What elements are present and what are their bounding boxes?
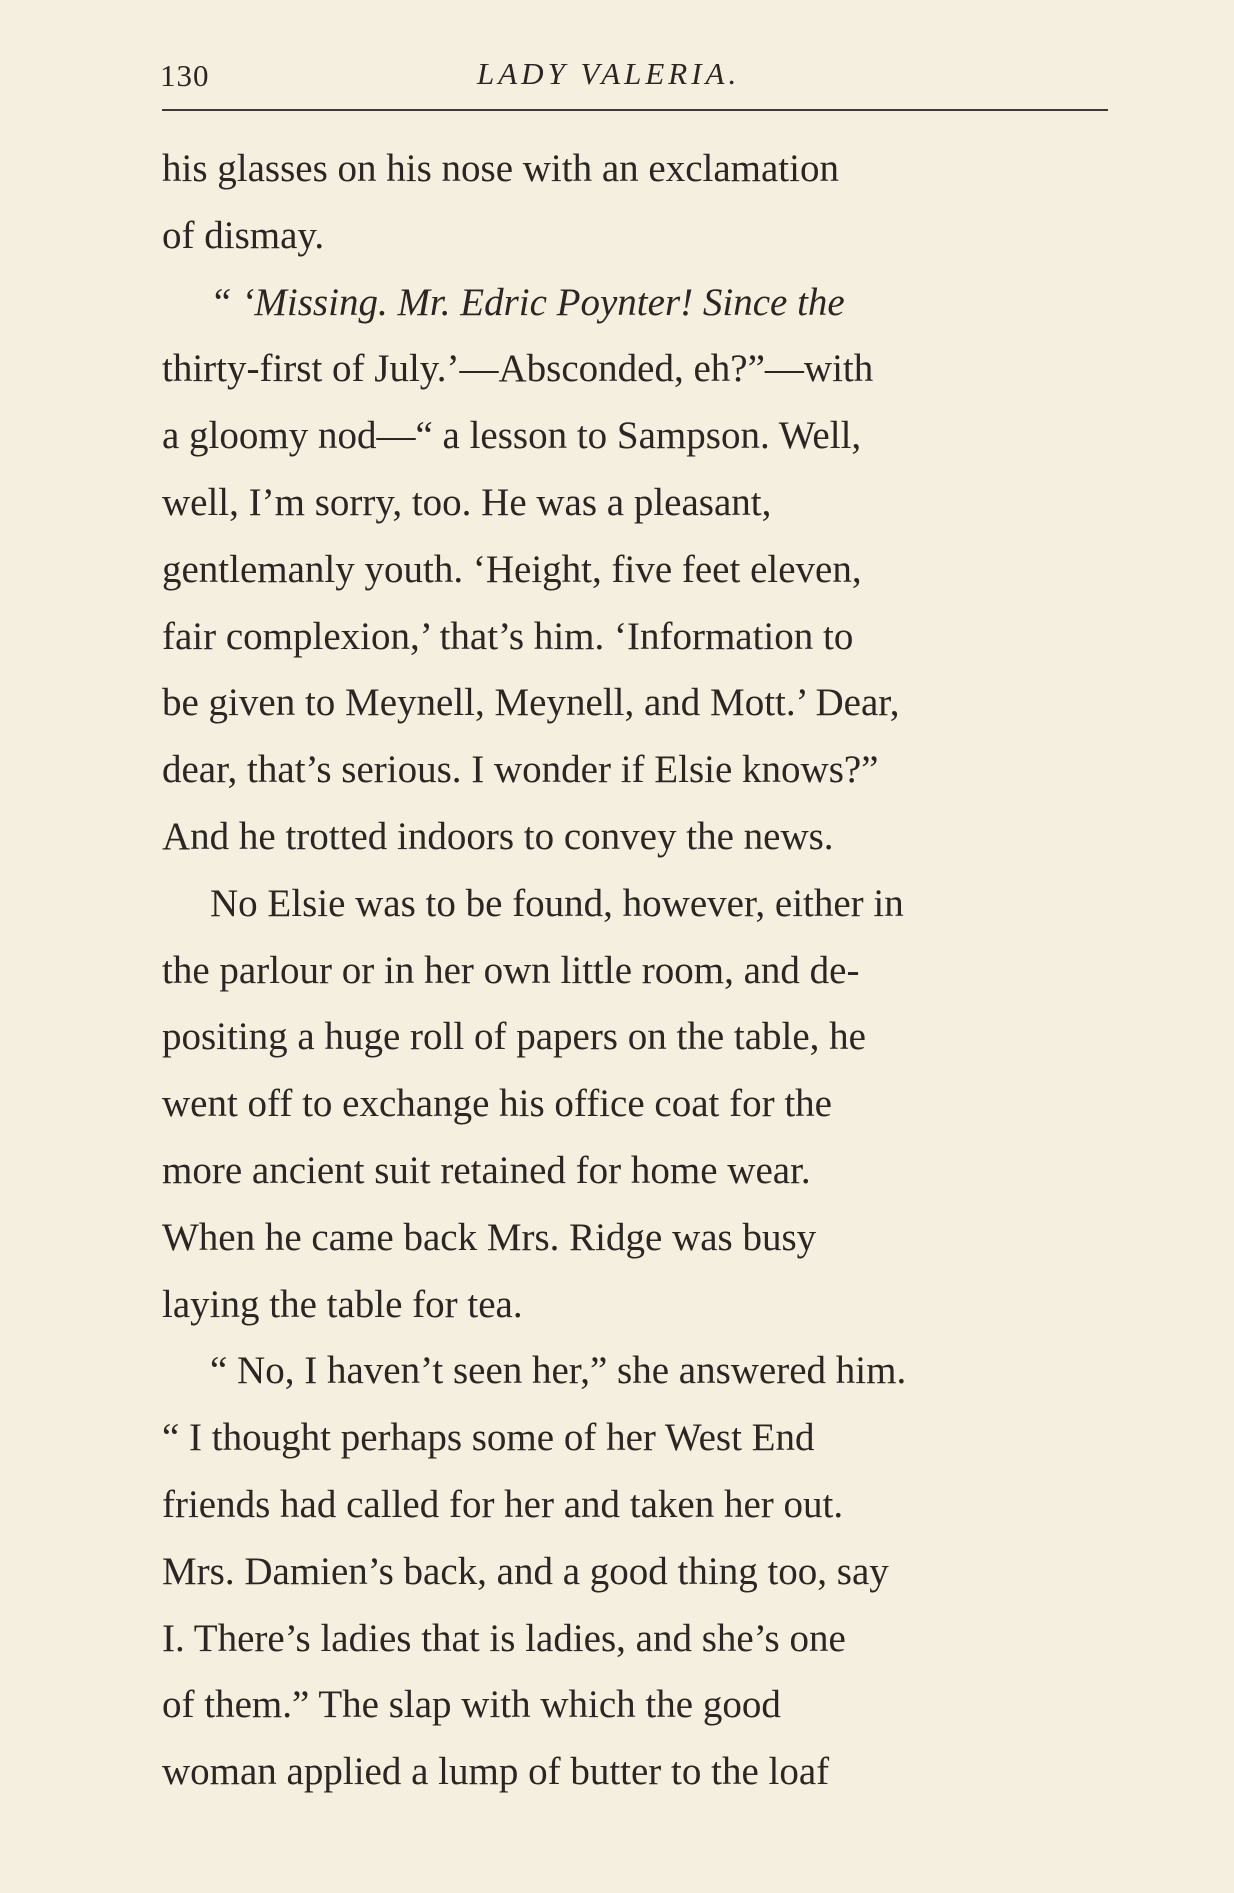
- text-line: thirty-first of July.’—Absconded, eh?”—with: [162, 347, 874, 391]
- text-line: Mrs. Damien’s back, and a good thing too, say: [162, 1549, 889, 1593]
- text-line: well, I’m sorry, too. He was a pleasant,: [162, 480, 772, 524]
- running-title: LADY VALERIA.: [477, 56, 741, 91]
- text-line: positing a huge roll of papers on the table, he: [162, 1015, 866, 1059]
- text-line: a gloomy nod—“ a lesson to Sampson. Well,: [162, 414, 862, 458]
- page-header: [160, 52, 1110, 102]
- text-line: And he trotted indoors to convey the news.: [162, 814, 834, 858]
- text-line: more ancient suit retained for home wear.: [162, 1148, 811, 1192]
- text-line: “ No, I haven’t seen her,” she answered him.: [210, 1349, 907, 1393]
- text-line: woman applied a lump of butter to the loaf: [162, 1750, 830, 1794]
- text-line: “ I thought perhaps some of her West End: [162, 1416, 815, 1460]
- text-line: dear, that’s serious. I wonder if Elsie knows?”: [162, 748, 879, 792]
- text-line: “ ‘Missing. Mr. Edric Poynter! Since the: [210, 280, 845, 324]
- body-text: [162, 136, 1140, 1806]
- text-line: of them.” The slap with which the good: [162, 1683, 781, 1727]
- text-line: gentlemanly youth. ‘Height, five feet eleven,: [162, 547, 862, 591]
- text-line: the parlour or in her own little room, and de-: [162, 948, 860, 992]
- text-line: his glasses on his nose with an exclamation: [162, 147, 839, 190]
- page-number: 130: [160, 58, 210, 93]
- text-line: be given to Meynell, Meynell, and Mott.’ Dear,: [162, 681, 900, 725]
- text-line: When he came back Mrs. Ridge was busy: [162, 1215, 817, 1259]
- text-line: fair complexion,’ that’s him. ‘Information to: [162, 614, 854, 658]
- header-rule: [162, 109, 1108, 111]
- text-line: friends had called for her and taken her out.: [162, 1482, 844, 1526]
- text-line: laying the table for tea.: [162, 1282, 523, 1326]
- text-line: of dismay.: [162, 213, 325, 257]
- text-line: I. There’s ladies that is ladies, and she’s one: [162, 1616, 846, 1660]
- text-line: No Elsie was to be found, however, either in: [210, 881, 904, 925]
- text-line: went off to exchange his office coat for the: [162, 1082, 832, 1126]
